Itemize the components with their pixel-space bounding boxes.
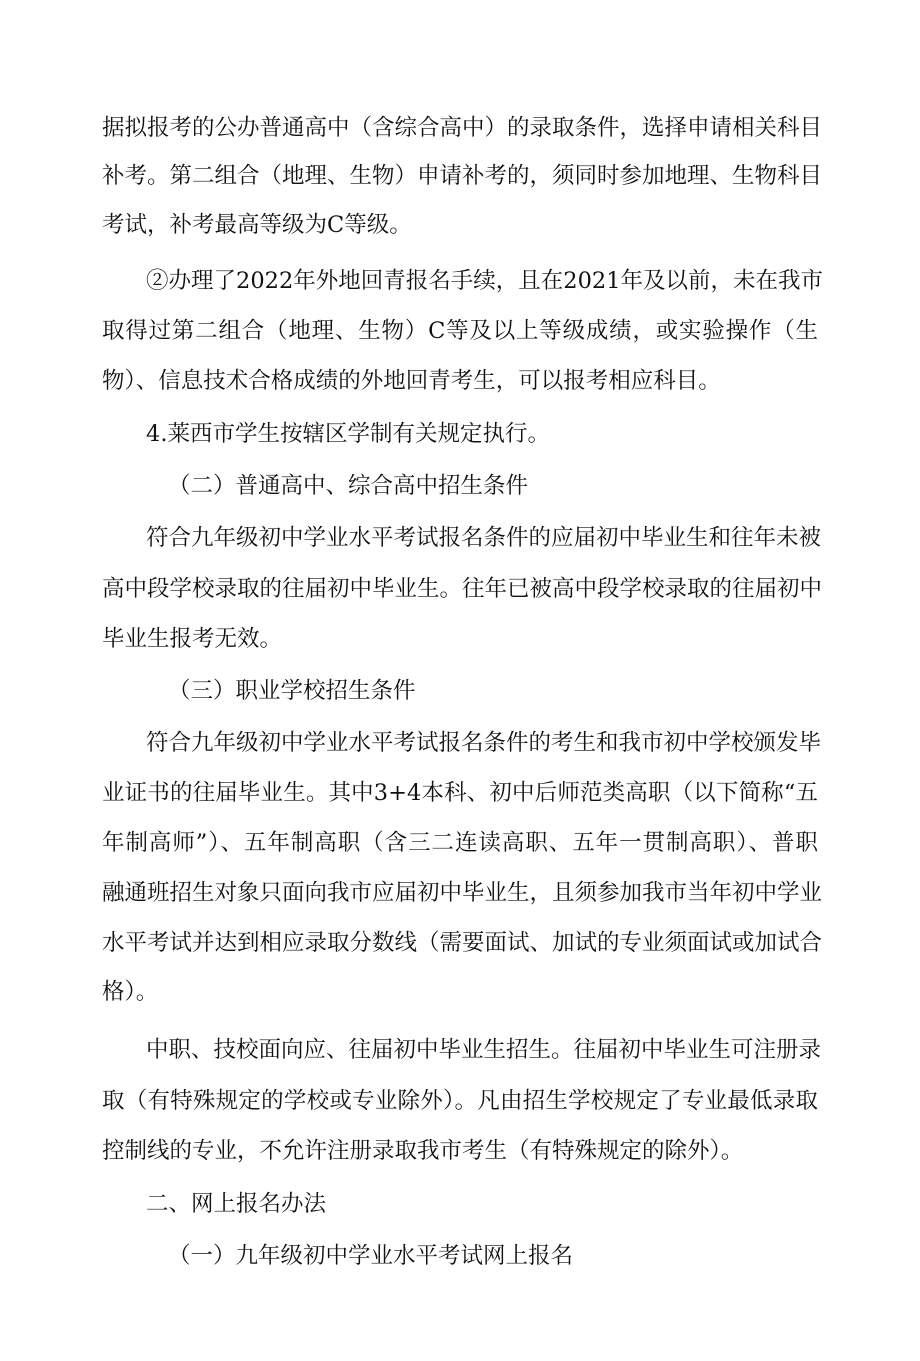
text-line: 考试，补考最高等级为C等级。 (102, 212, 412, 238)
text-line: 控制线的专业，不允许注册录取我市考生（有特殊规定的除外）。 (102, 1138, 744, 1164)
section-heading: （三）职业学校招生条件 (168, 678, 416, 704)
text-line: 毕业生报考无效。 (102, 626, 283, 652)
text-line: 水平考试并达到相应录取分数线（需要面试、加试的专业须面试或加试合 (102, 930, 823, 956)
section-heading: （二）普通高中、综合高中招生条件 (168, 473, 529, 499)
section-heading: （一）九年级初中学业水平考试网上报名 (168, 1243, 574, 1269)
text-line: 取得过第二组合（地理、生物）C等及以上等级成绩，或实验操作（生 (102, 318, 818, 344)
text-line: 高中段学校录取的往届初中毕业生。往年已被高中段学校录取的往届初中 (102, 576, 823, 602)
text-line: 年制高师”）、五年制高职（含三二连读高职、五年一贯制高职）、普职 (102, 830, 818, 856)
section-heading: 二、网上报名办法 (146, 1191, 327, 1217)
text-line: 业证书的往届毕业生。其中3+4本科、初中后师范类高职（以下简称“五 (102, 780, 818, 806)
text-line: 4.莱西市学生按辖区学制有关规定执行。 (146, 421, 550, 447)
text-line: 格）。 (102, 979, 159, 1005)
text-line: 据拟报考的公办普通高中（含综合高中）的录取条件，选择申请相关科目 (102, 115, 823, 141)
text-line: 符合九年级初中学业水平考试报名条件的应届初中毕业生和往年未被 (146, 525, 822, 551)
text-line: 补考。第二组合（地理、生物）申请补考的，须同时参加地理、生物科目 (102, 163, 823, 189)
text-line: 符合九年级初中学业水平考试报名条件的考生和我市初中学校颁发毕 (146, 730, 822, 756)
text-line: 取（有特殊规定的学校或专业除外）。凡由招生学校规定了专业最低录取 (102, 1088, 818, 1114)
text-line: 融通班招生对象只面向我市应届初中毕业生，且须参加我市当年初中学业 (102, 880, 823, 906)
text-line: ②办理了2022年外地回青报名手续，且在2021年及以前，未在我市 (146, 268, 824, 294)
text-line: 中职、技校面向应、往届初中毕业生招生。往届初中毕业生可注册录 (146, 1037, 822, 1063)
text-line: 物）、信息技术合格成绩的外地回青考生，可以报考相应科目。 (102, 368, 721, 394)
